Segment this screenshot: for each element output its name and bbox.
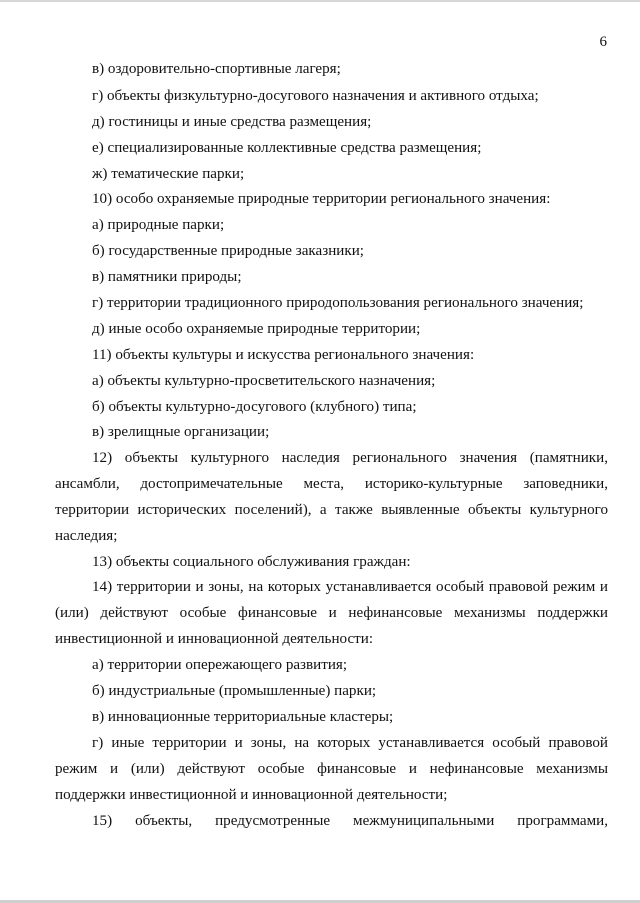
list-item: д) гостиницы и иные средства размещения;: [92, 114, 372, 130]
list-item-g: [55, 730, 608, 808]
list-item: в) памятники природы;: [92, 269, 242, 285]
section-heading: 11) объекты культуры и искусства регионального значения:: [92, 347, 475, 363]
text-line: ансамбли, достопримечательные места, историко-культурные заповедники,: [55, 476, 608, 492]
text-line: 12) объекты культурного наследия регионального значения (памятники,: [92, 450, 608, 466]
text-line: 14) территории и зоны, на которых устанавливается особый правовой режим и: [92, 579, 608, 595]
text-line: наследия;: [55, 528, 118, 544]
page-number: 6: [599, 34, 607, 50]
list-item: е) специализированные коллективные средства размещения;: [92, 140, 482, 156]
text-line: 15) объекты, предусмотренные межмуниципальными программами,: [92, 813, 608, 829]
list-item: б) государственные природные заказники;: [92, 243, 364, 259]
scan-top-edge: [0, 0, 640, 2]
list-item: в) оздоровительно-спортивные лагеря;: [92, 61, 341, 77]
text-line: поддержки инвестиционной и инновационной деятельности;: [55, 787, 448, 803]
text-line: (или) действуют особые финансовые и нефинансовые механизмы поддержки: [55, 605, 608, 621]
text-line: инвестиционной и инновационной деятельности:: [55, 631, 374, 647]
list-item: г) объекты физкультурно-досугового назначения и активного отдыха;: [92, 88, 539, 104]
list-item: в) зрелищные организации;: [92, 424, 270, 440]
text-line: г) иные территории и зоны, на которых устанавливается особый правовой: [92, 735, 608, 751]
list-item: ж) тематические парки;: [92, 166, 245, 182]
list-item: г) территории традиционного природопользования регионального значения;: [92, 295, 584, 311]
paragraph-14: [55, 574, 608, 652]
text-line: территории исторических поселений), а также выявленные объекты культурного: [55, 502, 608, 518]
list-item: в) инновационные территориальные кластеры;: [92, 709, 394, 725]
list-item: а) природные парки;: [92, 217, 225, 233]
text-line: режим и (или) действуют особые финансовые и нефинансовые механизмы: [55, 761, 608, 777]
paragraph-12: [55, 445, 608, 549]
list-item: а) объекты культурно-просветительского назначения;: [92, 373, 436, 389]
section-heading: 13) объекты социального обслуживания граждан:: [92, 554, 411, 570]
list-item: б) объекты культурно-досугового (клубного) типа;: [92, 399, 417, 415]
section-heading: 10) особо охраняемые природные территории регионального значения:: [92, 191, 551, 207]
list-item: д) иные особо охраняемые природные территории;: [92, 321, 421, 337]
list-item: б) индустриальные (промышленные) парки;: [92, 683, 377, 699]
list-item: а) территории опережающего развития;: [92, 657, 348, 673]
paragraph-15: [55, 808, 608, 834]
